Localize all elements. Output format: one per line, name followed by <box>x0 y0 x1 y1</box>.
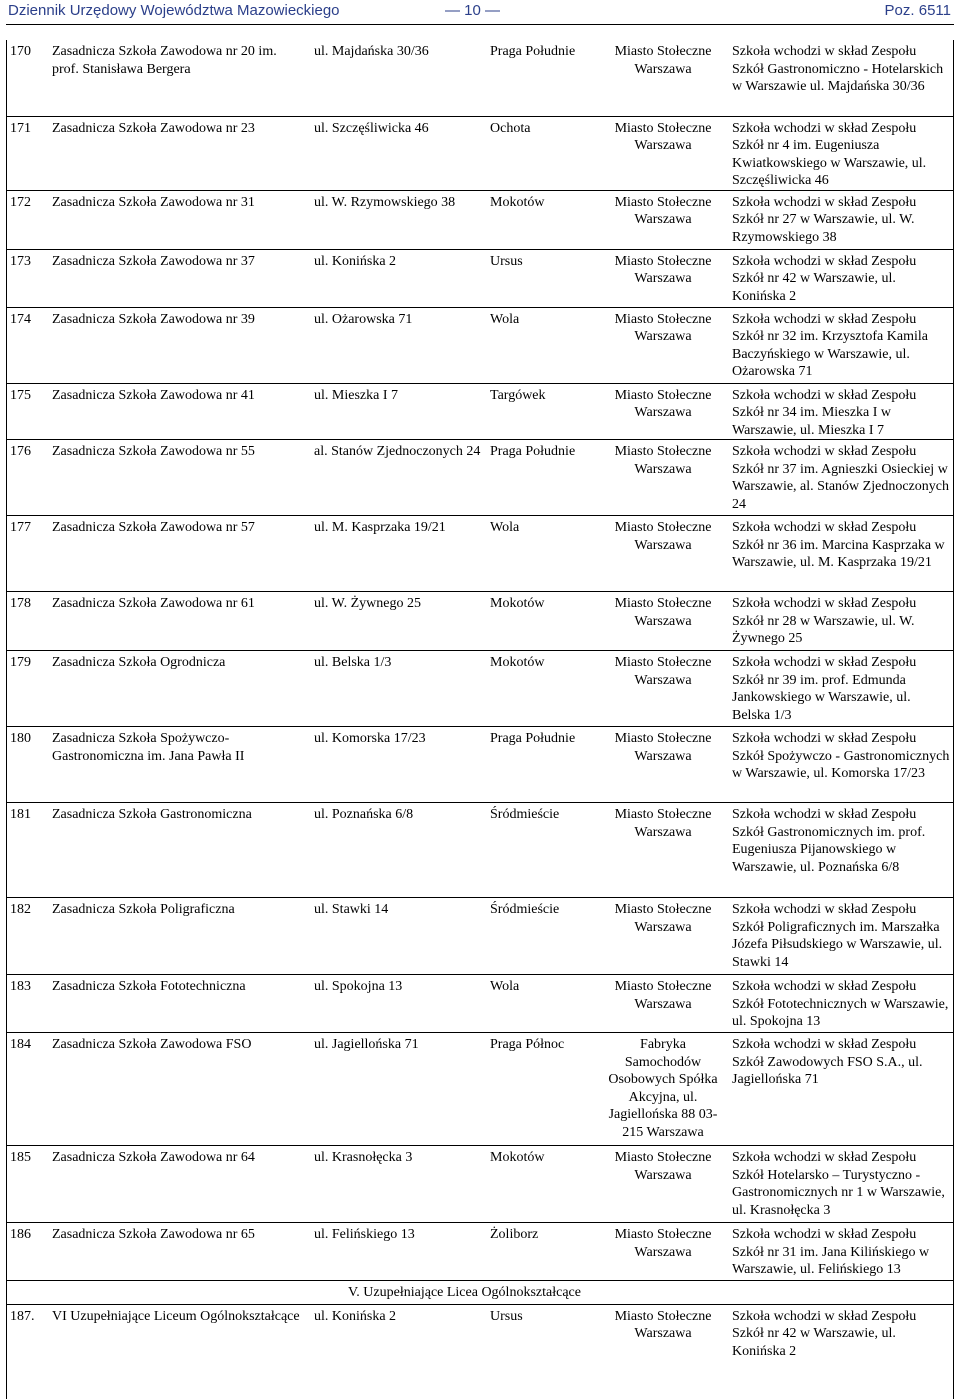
journal-title: Dziennik Urzędowy Województwa Mazowieckiego <box>8 2 340 19</box>
district: Praga Południe <box>486 440 598 516</box>
note: Szkoła wchodzi w skład Zespołu Szkół nr 42 w Warszawie, ul. Konińska 2 <box>728 249 954 307</box>
school-name: Zasadnicza Szkoła Spożywczo-Gastronomiczna im. Jana Pawła II <box>48 727 310 803</box>
school-name: Zasadnicza Szkoła Zawodowa FSO <box>48 1033 310 1146</box>
table-row <box>6 40 954 116</box>
row-number: 184 <box>6 1033 48 1146</box>
school-name: Zasadnicza Szkoła Zawodowa nr 31 <box>48 190 310 249</box>
school-address: al. Stanów Zjednoczonych 24 <box>310 440 486 516</box>
table-row <box>6 1223 954 1281</box>
row-number: 187. <box>10 1308 35 1324</box>
district: Mokotów <box>486 592 598 651</box>
district: Ursus <box>490 1308 523 1324</box>
note: Szkoła wchodzi w skład Zespołu Szkół nr 32 im. Krzysztofa Kamila Baczyńskiego w Warszawie, ul. Ożarowska 71 <box>728 307 954 383</box>
schools-table <box>6 40 954 1366</box>
table-row <box>6 1304 954 1366</box>
note: Szkoła wchodzi w skład Zespołu Szkół nr 28 w Warszawie, ul. W. Żywnego 25 <box>728 592 954 651</box>
school-name: Zasadnicza Szkoła Zawodowa nr 41 <box>48 383 310 440</box>
district: Praga Południe <box>486 727 598 803</box>
school-address: ul. Konińska 2 <box>310 249 486 307</box>
school-name: Zasadnicza Szkoła Zawodowa nr 20 im. prof. Stanisława Bergera <box>48 40 310 116</box>
city: Miasto Stołeczne Warszawa <box>598 727 728 803</box>
city: Fabryka Samochodów Osobowych Spółka Akcyjna, ul. Jagiellońska 88 03-215 Warszawa <box>598 1033 728 1146</box>
district: Wola <box>486 307 598 383</box>
table-row <box>6 727 954 803</box>
table-row <box>6 440 954 516</box>
school-address: ul. Ożarowska 71 <box>310 307 486 383</box>
page-header <box>8 0 953 22</box>
school-name: Zasadnicza Szkoła Zawodowa nr 39 <box>48 307 310 383</box>
city: Miasto Stołeczne Warszawa <box>598 516 728 592</box>
note: Szkoła wchodzi w skład Zespołu Szkół Zawodowych FSO S.A., ul. Jagiellońska 71 <box>728 1033 954 1146</box>
table-row <box>6 249 954 307</box>
district: Żoliborz <box>486 1223 598 1281</box>
row-number: 181 <box>6 803 48 898</box>
school-name: Zasadnicza Szkoła Ogrodnicza <box>48 651 310 727</box>
note: Szkoła wchodzi w skład Zespołu Szkół Poligraficznych im. Marszałka Józefa Piłsudskiego w Warszawie, ul. Stawki 14 <box>728 898 954 975</box>
page-number: — 10 — <box>445 2 501 19</box>
school-name: Zasadnicza Szkoła Zawodowa nr 55 <box>48 440 310 516</box>
city: Miasto Stołeczne Warszawa <box>598 592 728 651</box>
table-row <box>6 803 954 898</box>
note: Szkoła wchodzi w skład Zespołu Szkół nr 36 im. Marcina Kasprzaka w Warszawie, ul. M. Kasprzaka 19/21 <box>728 516 954 592</box>
city: Miasto Stołeczne Warszawa <box>598 249 728 307</box>
table-row <box>6 975 954 1033</box>
note: Szkoła wchodzi w skład Zespołu Szkół nr 42 w Warszawie, ul. Konińska 2 <box>732 1308 917 1359</box>
row-number: 180 <box>6 727 48 803</box>
district: Praga Południe <box>486 40 598 116</box>
school-address: ul. Szczęśliwicka 46 <box>310 116 486 190</box>
school-name: Zasadnicza Szkoła Zawodowa nr 61 <box>48 592 310 651</box>
city: Miasto Stołeczne Warszawa <box>614 1308 712 1341</box>
section-row <box>6 1281 954 1305</box>
school-address: ul. Felińskiego 13 <box>310 1223 486 1281</box>
school-address: ul. Spokojna 13 <box>310 975 486 1033</box>
district: Śródmieście <box>486 803 598 898</box>
district: Wola <box>486 975 598 1033</box>
city: Miasto Stołeczne Warszawa <box>598 190 728 249</box>
city: Miasto Stołeczne Warszawa <box>598 898 728 975</box>
table-row <box>6 1146 954 1223</box>
row-number: 185 <box>6 1146 48 1223</box>
row-number: 171 <box>6 116 48 190</box>
table-row <box>6 383 954 440</box>
school-address: ul. Krasnołęcka 3 <box>310 1146 486 1223</box>
note: Szkoła wchodzi w skład Zespołu Szkół nr 39 im. prof. Edmunda Jankowskiego w Warszawie, ul. Belska 1/3 <box>728 651 954 727</box>
header-divider <box>6 24 954 25</box>
school-name: Zasadnicza Szkoła Zawodowa nr 23 <box>48 116 310 190</box>
city: Miasto Stołeczne Warszawa <box>598 1223 728 1281</box>
city: Miasto Stołeczne Warszawa <box>598 975 728 1033</box>
school-address: ul. W. Żywnego 25 <box>310 592 486 651</box>
row-number: 177 <box>6 516 48 592</box>
school-address: ul. Jagiellońska 71 <box>310 1033 486 1146</box>
school-address: ul. Belska 1/3 <box>310 651 486 727</box>
school-name: VI Uzupełniające Liceum Ogólnokształcące <box>52 1308 300 1324</box>
note: Szkoła wchodzi w skład Zespołu Szkół nr 4 im. Eugeniusza Kwiatkowskiego w Warszawie, ul. Szczęśliwicka 46 <box>728 116 954 190</box>
note: Szkoła wchodzi w skład Zespołu Szkół nr 27 w Warszawie, ul. W. Rzymowskiego 38 <box>728 190 954 249</box>
school-name: Zasadnicza Szkoła Zawodowa nr 65 <box>48 1223 310 1281</box>
school-address: ul. W. Rzymowskiego 38 <box>310 190 486 249</box>
school-name: Zasadnicza Szkoła Zawodowa nr 57 <box>48 516 310 592</box>
table-row <box>6 898 954 975</box>
note: Szkoła wchodzi w skład Zespołu Szkół nr 37 im. Agnieszki Osieckiej w Warszawie, al. Stanów Zjednoczonych 24 <box>728 440 954 516</box>
city: Miasto Stołeczne Warszawa <box>598 383 728 440</box>
note: Szkoła wchodzi w skład Zespołu Szkół Hotelarsko – Turystyczno - Gastronomicznych nr 1 w Warszawie, ul. Krasnołęcka 3 <box>728 1146 954 1223</box>
district: Mokotów <box>486 651 598 727</box>
table-row <box>6 592 954 651</box>
row-number: 174 <box>6 307 48 383</box>
school-address: ul. Stawki 14 <box>310 898 486 975</box>
row-number: 176 <box>6 440 48 516</box>
note: Szkoła wchodzi w skład Zespołu Szkół Gastronomiczno - Hotelarskich w Warszawie ul. Majdańska 30/36 <box>728 40 954 116</box>
row-number: 183 <box>6 975 48 1033</box>
row-number: 170 <box>6 40 48 116</box>
district: Ochota <box>486 116 598 190</box>
school-address: ul. Konińska 2 <box>314 1308 397 1324</box>
table-row <box>6 651 954 727</box>
city: Miasto Stołeczne Warszawa <box>598 40 728 116</box>
district: Praga Północ <box>486 1033 598 1146</box>
row-number: 179 <box>6 651 48 727</box>
row-number: 172 <box>6 190 48 249</box>
district: Targówek <box>486 383 598 440</box>
row-number: 182 <box>6 898 48 975</box>
table-row <box>6 190 954 249</box>
position-number: Poz. 6511 <box>884 2 951 19</box>
district: Ursus <box>486 249 598 307</box>
city: Miasto Stołeczne Warszawa <box>598 651 728 727</box>
city: Miasto Stołeczne Warszawa <box>598 116 728 190</box>
note: Szkoła wchodzi w skład Zespołu Szkół Gastronomicznych im. prof. Eugeniusza Pijanowskiego w Warszawie, ul. Poznańska 6/8 <box>728 803 954 898</box>
school-name: Zasadnicza Szkoła Fototechniczna <box>48 975 310 1033</box>
district: Śródmieście <box>486 898 598 975</box>
table-row <box>6 116 954 190</box>
city: Miasto Stołeczne Warszawa <box>598 307 728 383</box>
table-row <box>6 307 954 383</box>
note: Szkoła wchodzi w skład Zespołu Szkół Fototechnicznych w Warszawie, ul. Spokojna 13 <box>728 975 954 1033</box>
note: Szkoła wchodzi w skład Zespołu Szkół nr 34 im. Mieszka I w Warszawie, ul. Mieszka I 7 <box>728 383 954 440</box>
row-number: 175 <box>6 383 48 440</box>
table-row <box>6 1033 954 1146</box>
school-address: ul. Mieszka I 7 <box>310 383 486 440</box>
note: Szkoła wchodzi w skład Zespołu Szkół nr 31 im. Jana Kilińskiego w Warszawie, ul. Felińskiego 13 <box>728 1223 954 1281</box>
school-name: Zasadnicza Szkoła Zawodowa nr 64 <box>48 1146 310 1223</box>
section-title: V. Uzupełniające Licea Ogólnokształcące <box>348 1285 581 1300</box>
school-address: ul. Majdańska 30/36 <box>310 40 486 116</box>
row-number: 186 <box>6 1223 48 1281</box>
school-name: Zasadnicza Szkoła Poligraficzna <box>48 898 310 975</box>
district: Mokotów <box>486 190 598 249</box>
school-address: ul. Komorska 17/23 <box>310 727 486 803</box>
city: Miasto Stołeczne Warszawa <box>598 1146 728 1223</box>
district: Wola <box>486 516 598 592</box>
city: Miasto Stołeczne Warszawa <box>598 440 728 516</box>
table-row <box>6 516 954 592</box>
school-name: Zasadnicza Szkoła Gastronomiczna <box>48 803 310 898</box>
row-number: 173 <box>6 249 48 307</box>
school-address: ul. Poznańska 6/8 <box>310 803 486 898</box>
city: Miasto Stołeczne Warszawa <box>598 803 728 898</box>
row-number: 178 <box>6 592 48 651</box>
school-address: ul. M. Kasprzaka 19/21 <box>310 516 486 592</box>
district: Mokotów <box>486 1146 598 1223</box>
note: Szkoła wchodzi w skład Zespołu Szkół Spożywczo - Gastronomicznych w Warszawie, ul. Komorska 17/23 <box>728 727 954 803</box>
school-name: Zasadnicza Szkoła Zawodowa nr 37 <box>48 249 310 307</box>
